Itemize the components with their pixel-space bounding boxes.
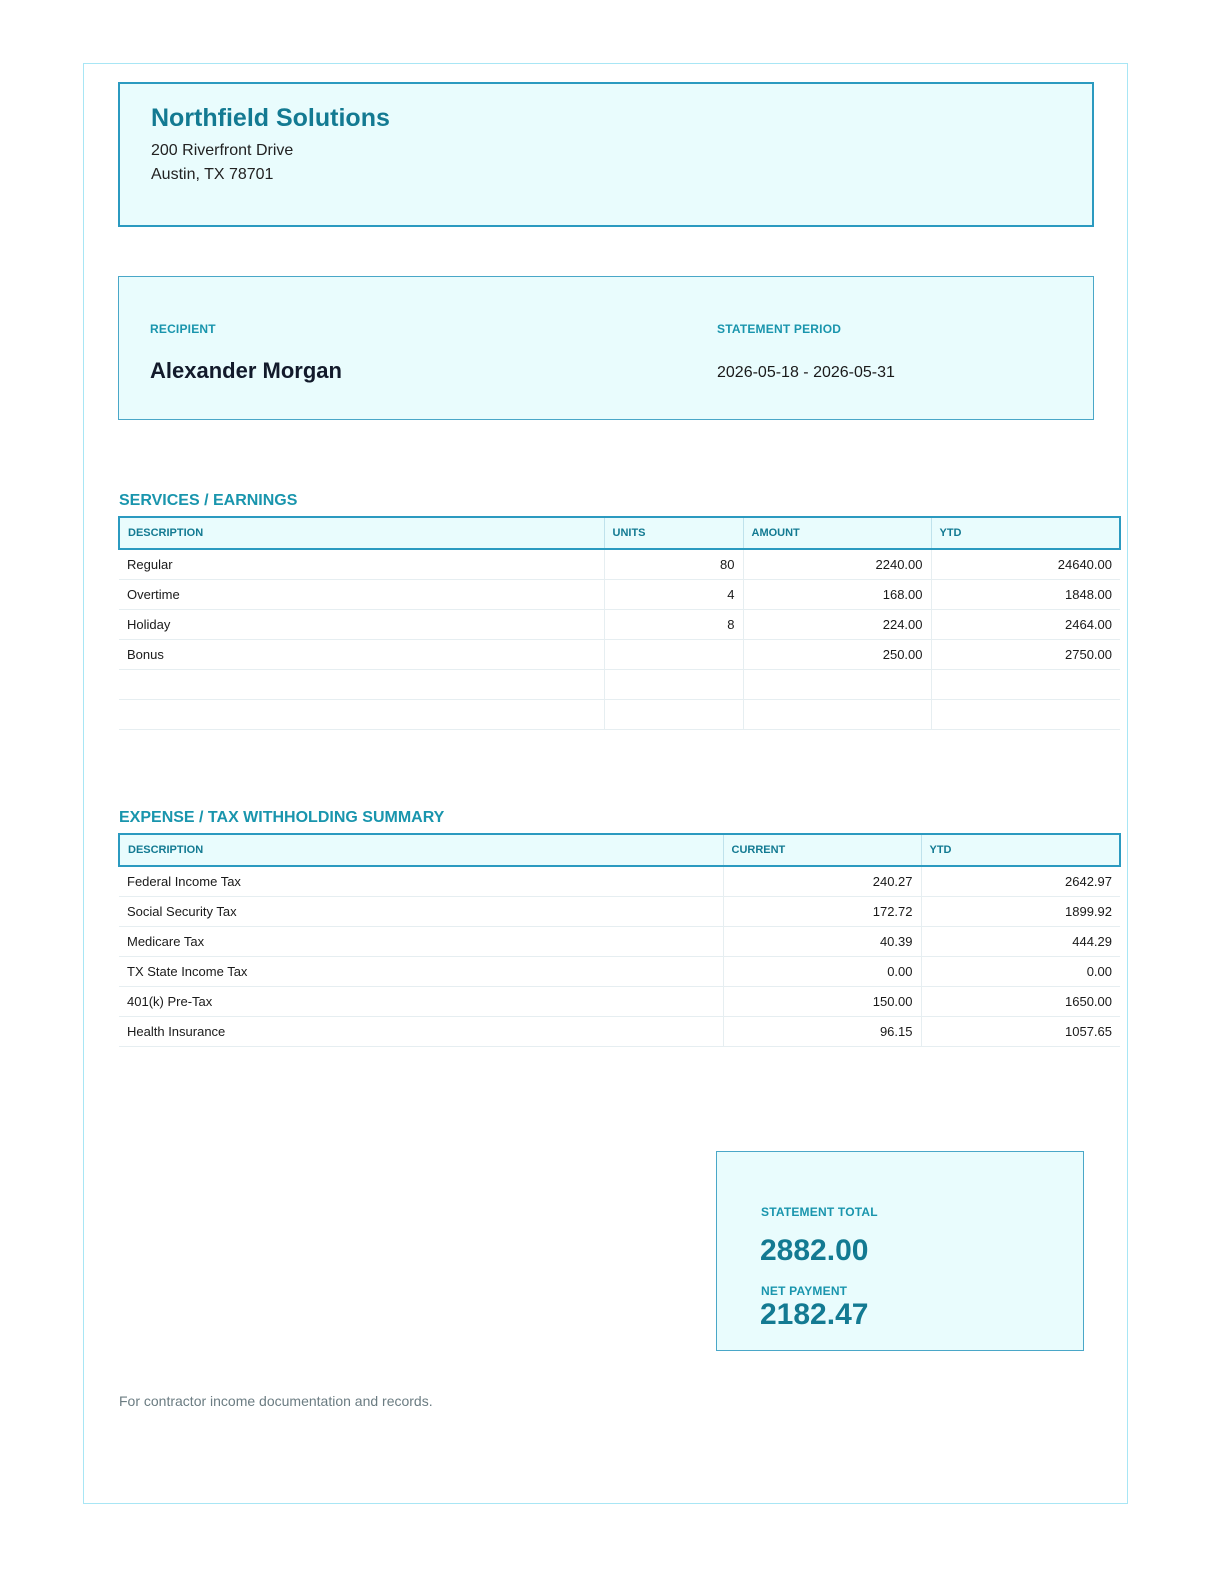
statement-total-label: STATEMENT TOTAL — [761, 1205, 878, 1219]
earning-amount — [743, 670, 931, 700]
deduction-current: 240.27 — [723, 866, 921, 897]
col-header-current: CURRENT — [723, 834, 921, 866]
earning-ytd — [931, 700, 1120, 730]
earning-amount: 2240.00 — [743, 549, 931, 580]
earning-units: 8 — [604, 610, 743, 640]
deduction-current: 0.00 — [723, 957, 921, 987]
table-row — [119, 927, 1120, 957]
deduction-current: 150.00 — [723, 987, 921, 1017]
table-row-empty — [119, 670, 1120, 700]
table-row — [119, 640, 1120, 670]
statement-period-value: 2026-05-18 - 2026-05-31 — [717, 364, 895, 381]
col-header-ytd: YTD — [921, 834, 1120, 866]
earning-units — [604, 640, 743, 670]
deductions-table — [118, 833, 1121, 1047]
earning-description: Bonus — [119, 640, 604, 670]
statement-period-label: STATEMENT PERIOD — [717, 322, 842, 336]
earning-units — [604, 700, 743, 730]
earning-amount: 168.00 — [743, 580, 931, 610]
table-row — [119, 866, 1120, 897]
deductions-section-title: EXPENSE / TAX WITHHOLDING SUMMARY — [119, 809, 445, 826]
earning-description: Holiday — [119, 610, 604, 640]
net-payment-label: NET PAYMENT — [761, 1284, 848, 1298]
recipient-name: Alexander Morgan — [150, 358, 342, 383]
deduction-current: 40.39 — [723, 927, 921, 957]
earnings-header-row — [119, 517, 1120, 549]
col-header-description: DESCRIPTION — [119, 834, 723, 866]
table-row-empty — [119, 700, 1120, 730]
deduction-description: Social Security Tax — [119, 897, 723, 927]
deduction-current: 172.72 — [723, 897, 921, 927]
deduction-ytd: 444.29 — [921, 927, 1120, 957]
deduction-description: Federal Income Tax — [119, 866, 723, 897]
table-row — [119, 987, 1120, 1017]
deduction-ytd: 2642.97 — [921, 866, 1120, 897]
company-name: Northfield Solutions — [151, 104, 390, 132]
table-row — [119, 610, 1120, 640]
earning-description — [119, 670, 604, 700]
earnings-section-title: SERVICES / EARNINGS — [119, 492, 298, 509]
earning-ytd — [931, 670, 1120, 700]
table-row — [119, 957, 1120, 987]
deduction-ytd: 1057.65 — [921, 1017, 1120, 1047]
earning-units: 4 — [604, 580, 743, 610]
earning-units: 80 — [604, 549, 743, 580]
footer-note: For contractor income documentation and records. — [119, 1393, 433, 1409]
col-header-ytd: YTD — [931, 517, 1120, 549]
deduction-description: Medicare Tax — [119, 927, 723, 957]
table-row — [119, 897, 1120, 927]
col-header-description: DESCRIPTION — [119, 517, 604, 549]
col-header-units: UNITS — [604, 517, 743, 549]
earning-ytd: 2750.00 — [931, 640, 1120, 670]
deduction-description: 401(k) Pre-Tax — [119, 987, 723, 1017]
earning-description: Overtime — [119, 580, 604, 610]
deduction-ytd: 1650.00 — [921, 987, 1120, 1017]
recipient-panel — [118, 276, 1094, 420]
earning-amount — [743, 700, 931, 730]
deduction-description: TX State Income Tax — [119, 957, 723, 987]
company-address-line2: Austin, TX 78701 — [151, 166, 274, 183]
earning-ytd: 2464.00 — [931, 610, 1120, 640]
earning-ytd: 24640.00 — [931, 549, 1120, 580]
earning-amount: 250.00 — [743, 640, 931, 670]
totals-panel — [716, 1151, 1084, 1351]
earning-ytd: 1848.00 — [931, 580, 1120, 610]
earning-description: Regular — [119, 549, 604, 580]
company-address-line1: 200 Riverfront Drive — [151, 142, 294, 159]
deduction-ytd: 0.00 — [921, 957, 1120, 987]
net-payment-value: 2182.47 — [760, 1298, 869, 1331]
deduction-current: 96.15 — [723, 1017, 921, 1047]
company-header — [118, 82, 1094, 227]
deductions-header-row — [119, 834, 1120, 866]
earning-description — [119, 700, 604, 730]
deduction-ytd: 1899.92 — [921, 897, 1120, 927]
earning-amount: 224.00 — [743, 610, 931, 640]
table-row — [119, 1017, 1120, 1047]
recipient-label: RECIPIENT — [150, 322, 216, 336]
table-row — [119, 580, 1120, 610]
earning-units — [604, 670, 743, 700]
earnings-table — [118, 516, 1121, 730]
statement-total-value: 2882.00 — [760, 1234, 869, 1267]
deduction-description: Health Insurance — [119, 1017, 723, 1047]
table-row — [119, 549, 1120, 580]
col-header-amount: AMOUNT — [743, 517, 931, 549]
